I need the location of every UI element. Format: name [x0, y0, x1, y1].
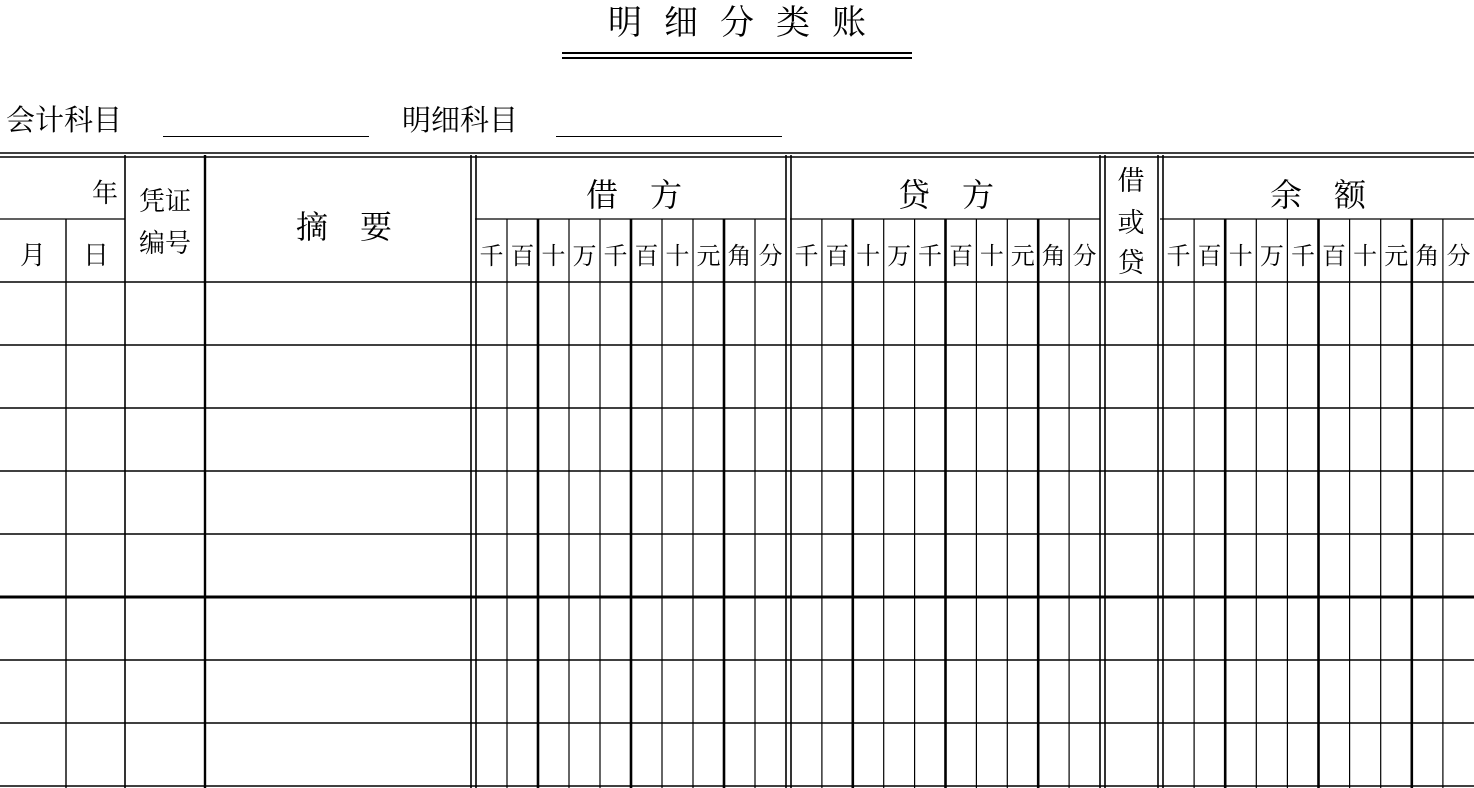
entry-cell-day[interactable]: [68, 536, 123, 595]
entry-cell-credit-amount[interactable]: [793, 473, 1098, 532]
detail-subject-label: 明细科目: [402, 103, 519, 137]
credit-unit-label: 分: [1072, 242, 1097, 270]
entry-cell-summary[interactable]: [207, 473, 469, 532]
account-subject-label: 会计科目: [6, 103, 123, 137]
entry-cell-balance-amount[interactable]: [1165, 599, 1472, 658]
credit-unit-label: 万: [887, 242, 912, 270]
balance-unit-label: 角: [1415, 242, 1440, 270]
credit-unit-label: 千: [918, 242, 943, 270]
credit-unit-label: 千: [794, 242, 819, 270]
entry-cell-debit-amount[interactable]: [478, 473, 784, 532]
summary-header: 摘 要: [295, 208, 393, 246]
entry-cell-debit-or-credit[interactable]: [1107, 347, 1156, 406]
entry-cell-month[interactable]: [2, 473, 64, 532]
entry-cell-day[interactable]: [68, 599, 123, 658]
balance-header: 余 额: [1269, 176, 1367, 214]
entry-cell-month[interactable]: [2, 284, 64, 343]
debit-or-credit-header-line3: 贷: [1117, 248, 1145, 279]
entry-cell-month[interactable]: [2, 410, 64, 469]
entry-cell-debit-amount[interactable]: [478, 599, 784, 658]
ledger-title: 明细分类账: [608, 3, 888, 43]
entry-cell-voucher-no[interactable]: [127, 284, 203, 343]
entry-cell-debit-or-credit[interactable]: [1107, 662, 1156, 721]
entry-cell-debit-amount[interactable]: [478, 284, 784, 343]
entry-cell-debit-amount[interactable]: [478, 347, 784, 406]
entry-cell-day[interactable]: [68, 284, 123, 343]
entry-cell-credit-amount[interactable]: [793, 725, 1098, 784]
entry-cell-debit-or-credit[interactable]: [1107, 410, 1156, 469]
entry-cell-balance-amount[interactable]: [1165, 347, 1472, 406]
debit-or-credit-header-line2: 或: [1117, 208, 1145, 239]
entry-cell-credit-amount[interactable]: [793, 599, 1098, 658]
voucher-header-line1: 凭证: [138, 187, 192, 217]
entry-cell-debit-or-credit[interactable]: [1107, 599, 1156, 658]
entry-cell-month[interactable]: [2, 599, 64, 658]
entry-cell-debit-or-credit[interactable]: [1107, 536, 1156, 595]
entry-cell-credit-amount[interactable]: [793, 410, 1098, 469]
entry-cell-voucher-no[interactable]: [127, 347, 203, 406]
entry-cell-summary[interactable]: [207, 599, 469, 658]
balance-unit-label: 千: [1290, 242, 1315, 270]
day-header: 日: [82, 241, 110, 271]
entry-cell-debit-or-credit[interactable]: [1107, 284, 1156, 343]
credit-unit-label: 百: [825, 242, 850, 270]
balance-unit-label: 百: [1197, 242, 1222, 270]
entry-cell-month[interactable]: [2, 536, 64, 595]
entry-cell-voucher-no[interactable]: [127, 662, 203, 721]
entry-cell-balance-amount[interactable]: [1165, 473, 1472, 532]
debit-unit-label: 十: [541, 242, 566, 270]
entry-cell-summary[interactable]: [207, 662, 469, 721]
entry-cell-voucher-no[interactable]: [127, 725, 203, 784]
entry-cell-day[interactable]: [68, 473, 123, 532]
amount-unit-labels: [480, 242, 1471, 270]
debit-unit-label: 百: [634, 242, 659, 270]
debit-unit-label: 万: [572, 242, 597, 270]
debit-unit-label: 分: [758, 242, 783, 270]
balance-unit-label: 分: [1446, 242, 1471, 270]
debit-unit-label: 十: [665, 242, 690, 270]
entry-cell-balance-amount[interactable]: [1165, 725, 1472, 784]
entry-cell-balance-amount[interactable]: [1165, 284, 1472, 343]
month-header: 月: [19, 241, 47, 271]
entry-cell-balance-amount[interactable]: [1165, 410, 1472, 469]
entry-cell-summary[interactable]: [207, 725, 469, 784]
balance-unit-label: 十: [1228, 242, 1253, 270]
entry-cell-summary[interactable]: [207, 410, 469, 469]
debit-unit-label: 角: [727, 242, 752, 270]
balance-unit-label: 十: [1353, 242, 1378, 270]
entry-cell-voucher-no[interactable]: [127, 473, 203, 532]
entry-cell-credit-amount[interactable]: [793, 662, 1098, 721]
credit-unit-label: 元: [1010, 242, 1035, 270]
voucher-header-line2: 编号: [138, 229, 192, 259]
entry-cell-month[interactable]: [2, 725, 64, 784]
entry-cell-credit-amount[interactable]: [793, 536, 1098, 595]
debit-unit-label: 元: [696, 242, 721, 270]
balance-unit-label: 百: [1322, 242, 1347, 270]
debit-or-credit-header-line1: 借: [1117, 166, 1145, 197]
credit-header: 贷 方: [897, 176, 995, 214]
debit-unit-label: 百: [510, 242, 535, 270]
entry-cell-summary[interactable]: [207, 347, 469, 406]
debit-unit-label: 千: [603, 242, 628, 270]
debit-header: 借 方: [585, 176, 683, 214]
entry-cell-summary[interactable]: [207, 284, 469, 343]
entry-cell-credit-amount[interactable]: [793, 284, 1098, 343]
entry-cell-debit-or-credit[interactable]: [1107, 725, 1156, 784]
credit-unit-label: 十: [856, 242, 881, 270]
entry-cell-debit-amount[interactable]: [478, 410, 784, 469]
entry-cell-debit-or-credit[interactable]: [1107, 473, 1156, 532]
credit-unit-label: 百: [948, 242, 973, 270]
entry-cell-day[interactable]: [68, 410, 123, 469]
entry-cell-month[interactable]: [2, 347, 64, 406]
entry-cell-summary[interactable]: [207, 536, 469, 595]
entry-cell-day[interactable]: [68, 662, 123, 721]
entry-cell-day[interactable]: [68, 725, 123, 784]
balance-unit-label: 元: [1384, 242, 1409, 270]
credit-unit-label: 角: [1041, 242, 1066, 270]
entry-cell-debit-amount[interactable]: [478, 536, 784, 595]
balance-unit-label: 万: [1259, 242, 1284, 270]
entry-cell-debit-amount[interactable]: [478, 662, 784, 721]
entry-cell-balance-amount[interactable]: [1165, 662, 1472, 721]
year-header: 年: [91, 179, 119, 209]
entry-cell-credit-amount[interactable]: [793, 347, 1098, 406]
entry-cell-balance-amount[interactable]: [1165, 536, 1472, 595]
entry-cell-voucher-no[interactable]: [127, 410, 203, 469]
entry-cell-day[interactable]: [68, 347, 123, 406]
debit-unit-label: 千: [479, 242, 504, 270]
entry-cell-month[interactable]: [2, 662, 64, 721]
balance-unit-label: 千: [1166, 242, 1191, 270]
entry-cell-voucher-no[interactable]: [127, 599, 203, 658]
entry-cell-voucher-no[interactable]: [127, 536, 203, 595]
credit-unit-label: 十: [979, 242, 1004, 270]
entry-cell-debit-amount[interactable]: [478, 725, 784, 784]
